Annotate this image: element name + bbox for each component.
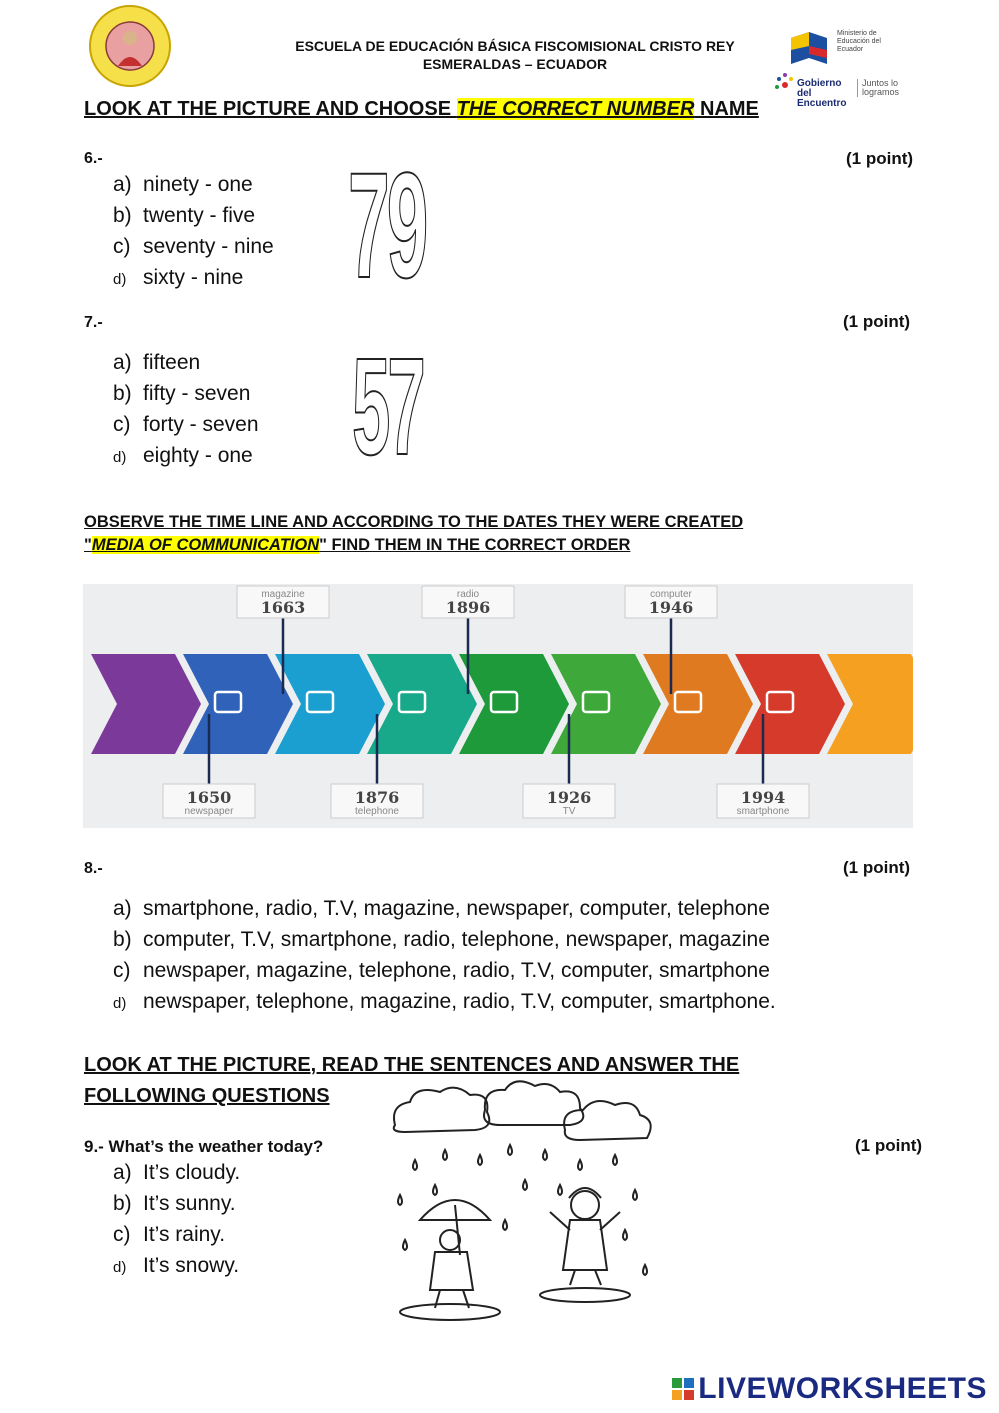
section2-highlight: MEDIA OF COMMUNICATION xyxy=(91,536,320,554)
option-letter: a) xyxy=(113,173,132,196)
puddle-right-icon xyxy=(540,1288,630,1302)
option-letter: c) xyxy=(113,959,131,982)
liveworksheets-logo xyxy=(672,1372,987,1406)
option-letter: b) xyxy=(113,382,132,405)
question-7-options xyxy=(113,347,259,471)
question-7-number: 7.- xyxy=(84,314,103,331)
section2-title xyxy=(84,511,951,557)
question-8-options xyxy=(113,893,776,1017)
child-with-umbrella-icon xyxy=(420,1200,490,1308)
section2-line2-rest: " FIND THEM IN THE CORRECT ORDER xyxy=(319,536,631,554)
gov-text: Gobierno del Encuentro xyxy=(797,78,847,109)
child-in-raincoat-icon xyxy=(550,1188,620,1285)
question-9-options xyxy=(113,1157,240,1281)
option-letter: a) xyxy=(113,1161,132,1184)
number-57-image: 57 xyxy=(352,330,423,484)
option-letter: b) xyxy=(113,204,132,227)
cloud-middle-icon xyxy=(484,1081,583,1125)
option-b[interactable] xyxy=(113,1188,240,1219)
question-6-options xyxy=(113,169,274,293)
puddle-left-icon xyxy=(400,1304,500,1320)
timeline-media-label: smartphone xyxy=(736,806,790,817)
question-6-number: 6.- xyxy=(84,150,103,167)
option-text: It’s sunny. xyxy=(143,1192,236,1215)
ministry-logo xyxy=(789,26,891,70)
option-c[interactable] xyxy=(113,1219,240,1250)
timeline-year: 1663 xyxy=(260,598,306,617)
timeline-year: 1946 xyxy=(648,598,694,617)
section1-title xyxy=(84,98,759,121)
option-letter: b) xyxy=(113,928,132,951)
timeline-media-label: radio xyxy=(456,589,480,600)
section2-line1: OBSERVE THE TIME LINE AND ACCORDING TO THE DATES THEY WERE CREATED xyxy=(84,513,744,531)
timeline-media-label: TV xyxy=(562,806,576,817)
section3-line2: FOLLOWING QUESTIONS xyxy=(84,1085,330,1107)
option-text: fifty - seven xyxy=(143,382,251,405)
question-9-points: (1 point) xyxy=(855,1136,923,1155)
option-a[interactable] xyxy=(113,347,259,378)
option-letter: c) xyxy=(113,413,131,436)
timeline-year: 1876 xyxy=(354,788,400,807)
rainy-weather-illustration xyxy=(385,1080,665,1325)
option-text: forty - seven xyxy=(143,413,259,436)
section2-line2 xyxy=(84,534,951,557)
option-text: It’s snowy. xyxy=(143,1254,240,1277)
title-text-end: NAME xyxy=(694,98,759,120)
timeline-year: 1896 xyxy=(445,598,491,617)
option-b[interactable] xyxy=(113,924,776,955)
question-8-number: 8.- xyxy=(84,860,103,877)
option-d[interactable] xyxy=(113,262,274,293)
option-letter: d) xyxy=(113,271,127,288)
option-c[interactable] xyxy=(113,955,776,986)
option-letter: b) xyxy=(113,1192,132,1215)
option-text: sixty - nine xyxy=(143,266,244,289)
option-b[interactable] xyxy=(113,378,259,409)
option-b[interactable] xyxy=(113,200,274,231)
option-text: fifteen xyxy=(143,351,201,374)
option-letter: d) xyxy=(113,1259,127,1276)
option-letter: a) xyxy=(113,897,132,920)
option-d[interactable] xyxy=(113,1250,240,1281)
school-location: ESMERALDAS – ECUADOR xyxy=(422,56,608,72)
option-text: newspaper, telephone, magazine, radio, T.V, computer, smartphone. xyxy=(143,990,776,1013)
option-text: seventy - nine xyxy=(143,235,274,258)
timeline-media-label: newspaper xyxy=(184,806,234,817)
option-letter: d) xyxy=(113,449,127,466)
cloud-left-icon xyxy=(394,1088,490,1132)
option-a[interactable] xyxy=(113,169,274,200)
option-text: It’s rainy. xyxy=(143,1223,226,1246)
option-text: twenty - five xyxy=(143,204,256,227)
option-letter: d) xyxy=(113,995,127,1012)
gov-slogan: Juntos lo logramos xyxy=(857,79,912,97)
option-c[interactable] xyxy=(113,231,274,262)
cloud-right-icon xyxy=(564,1101,651,1140)
option-d[interactable] xyxy=(113,986,776,1017)
timeline-media-label: telephone xyxy=(355,806,399,817)
option-letter: c) xyxy=(113,235,131,258)
option-a[interactable] xyxy=(113,893,776,924)
timeline-year: 1650 xyxy=(186,788,232,807)
option-text: eighty - one xyxy=(143,444,253,467)
section3-line1: LOOK AT THE PICTURE, READ THE SENTENCES AND ANSWER THE xyxy=(84,1054,740,1076)
question-6-points: (1 point) xyxy=(846,149,914,168)
option-text: smartphone, radio, T.V, magazine, newspaper, computer, telephone xyxy=(143,897,770,920)
school-header xyxy=(150,37,880,73)
question-9-number: 9.- What’s the weather today? xyxy=(84,1137,324,1156)
title-highlight: THE CORRECT NUMBER xyxy=(456,98,695,120)
option-a[interactable] xyxy=(113,1157,240,1188)
timeline-chevrons xyxy=(83,584,913,828)
timeline-year: 1926 xyxy=(546,788,592,807)
title-text: LOOK AT THE PICTURE AND CHOOSE xyxy=(84,98,457,120)
quote-open: " xyxy=(84,536,92,554)
option-text: It’s cloudy. xyxy=(143,1161,241,1184)
timeline-media-label: magazine xyxy=(261,589,305,600)
ministry-text: Ministerio de Educación del Ecuador xyxy=(837,30,881,53)
timeline-media-label: computer xyxy=(650,589,692,600)
question-8-points: (1 point) xyxy=(843,858,911,877)
liveworksheets-icon xyxy=(672,1374,694,1396)
timeline-chevron xyxy=(91,654,201,754)
timeline-year: 1994 xyxy=(740,788,786,807)
option-text: ninety - one xyxy=(143,173,253,196)
option-text: computer, T.V, smartphone, radio, telephone, newspaper, magazine xyxy=(143,928,770,951)
option-c[interactable] xyxy=(113,409,259,440)
school-name: ESCUELA DE EDUCACIÓN BÁSICA FISCOMISIONAL CRISTO REY xyxy=(295,38,735,54)
liveworksheets-text: LIVEWORKSHEETS xyxy=(698,1372,987,1405)
option-letter: a) xyxy=(113,351,132,374)
option-d[interactable] xyxy=(113,440,259,471)
option-letter: c) xyxy=(113,1223,131,1246)
timeline-image xyxy=(83,584,913,828)
question-7-points: (1 point) xyxy=(843,312,911,331)
gobierno-logo xyxy=(771,71,921,109)
number-79-image: 79 xyxy=(348,141,426,309)
option-text: newspaper, magazine, telephone, radio, T.V, computer, smartphone xyxy=(143,959,770,982)
